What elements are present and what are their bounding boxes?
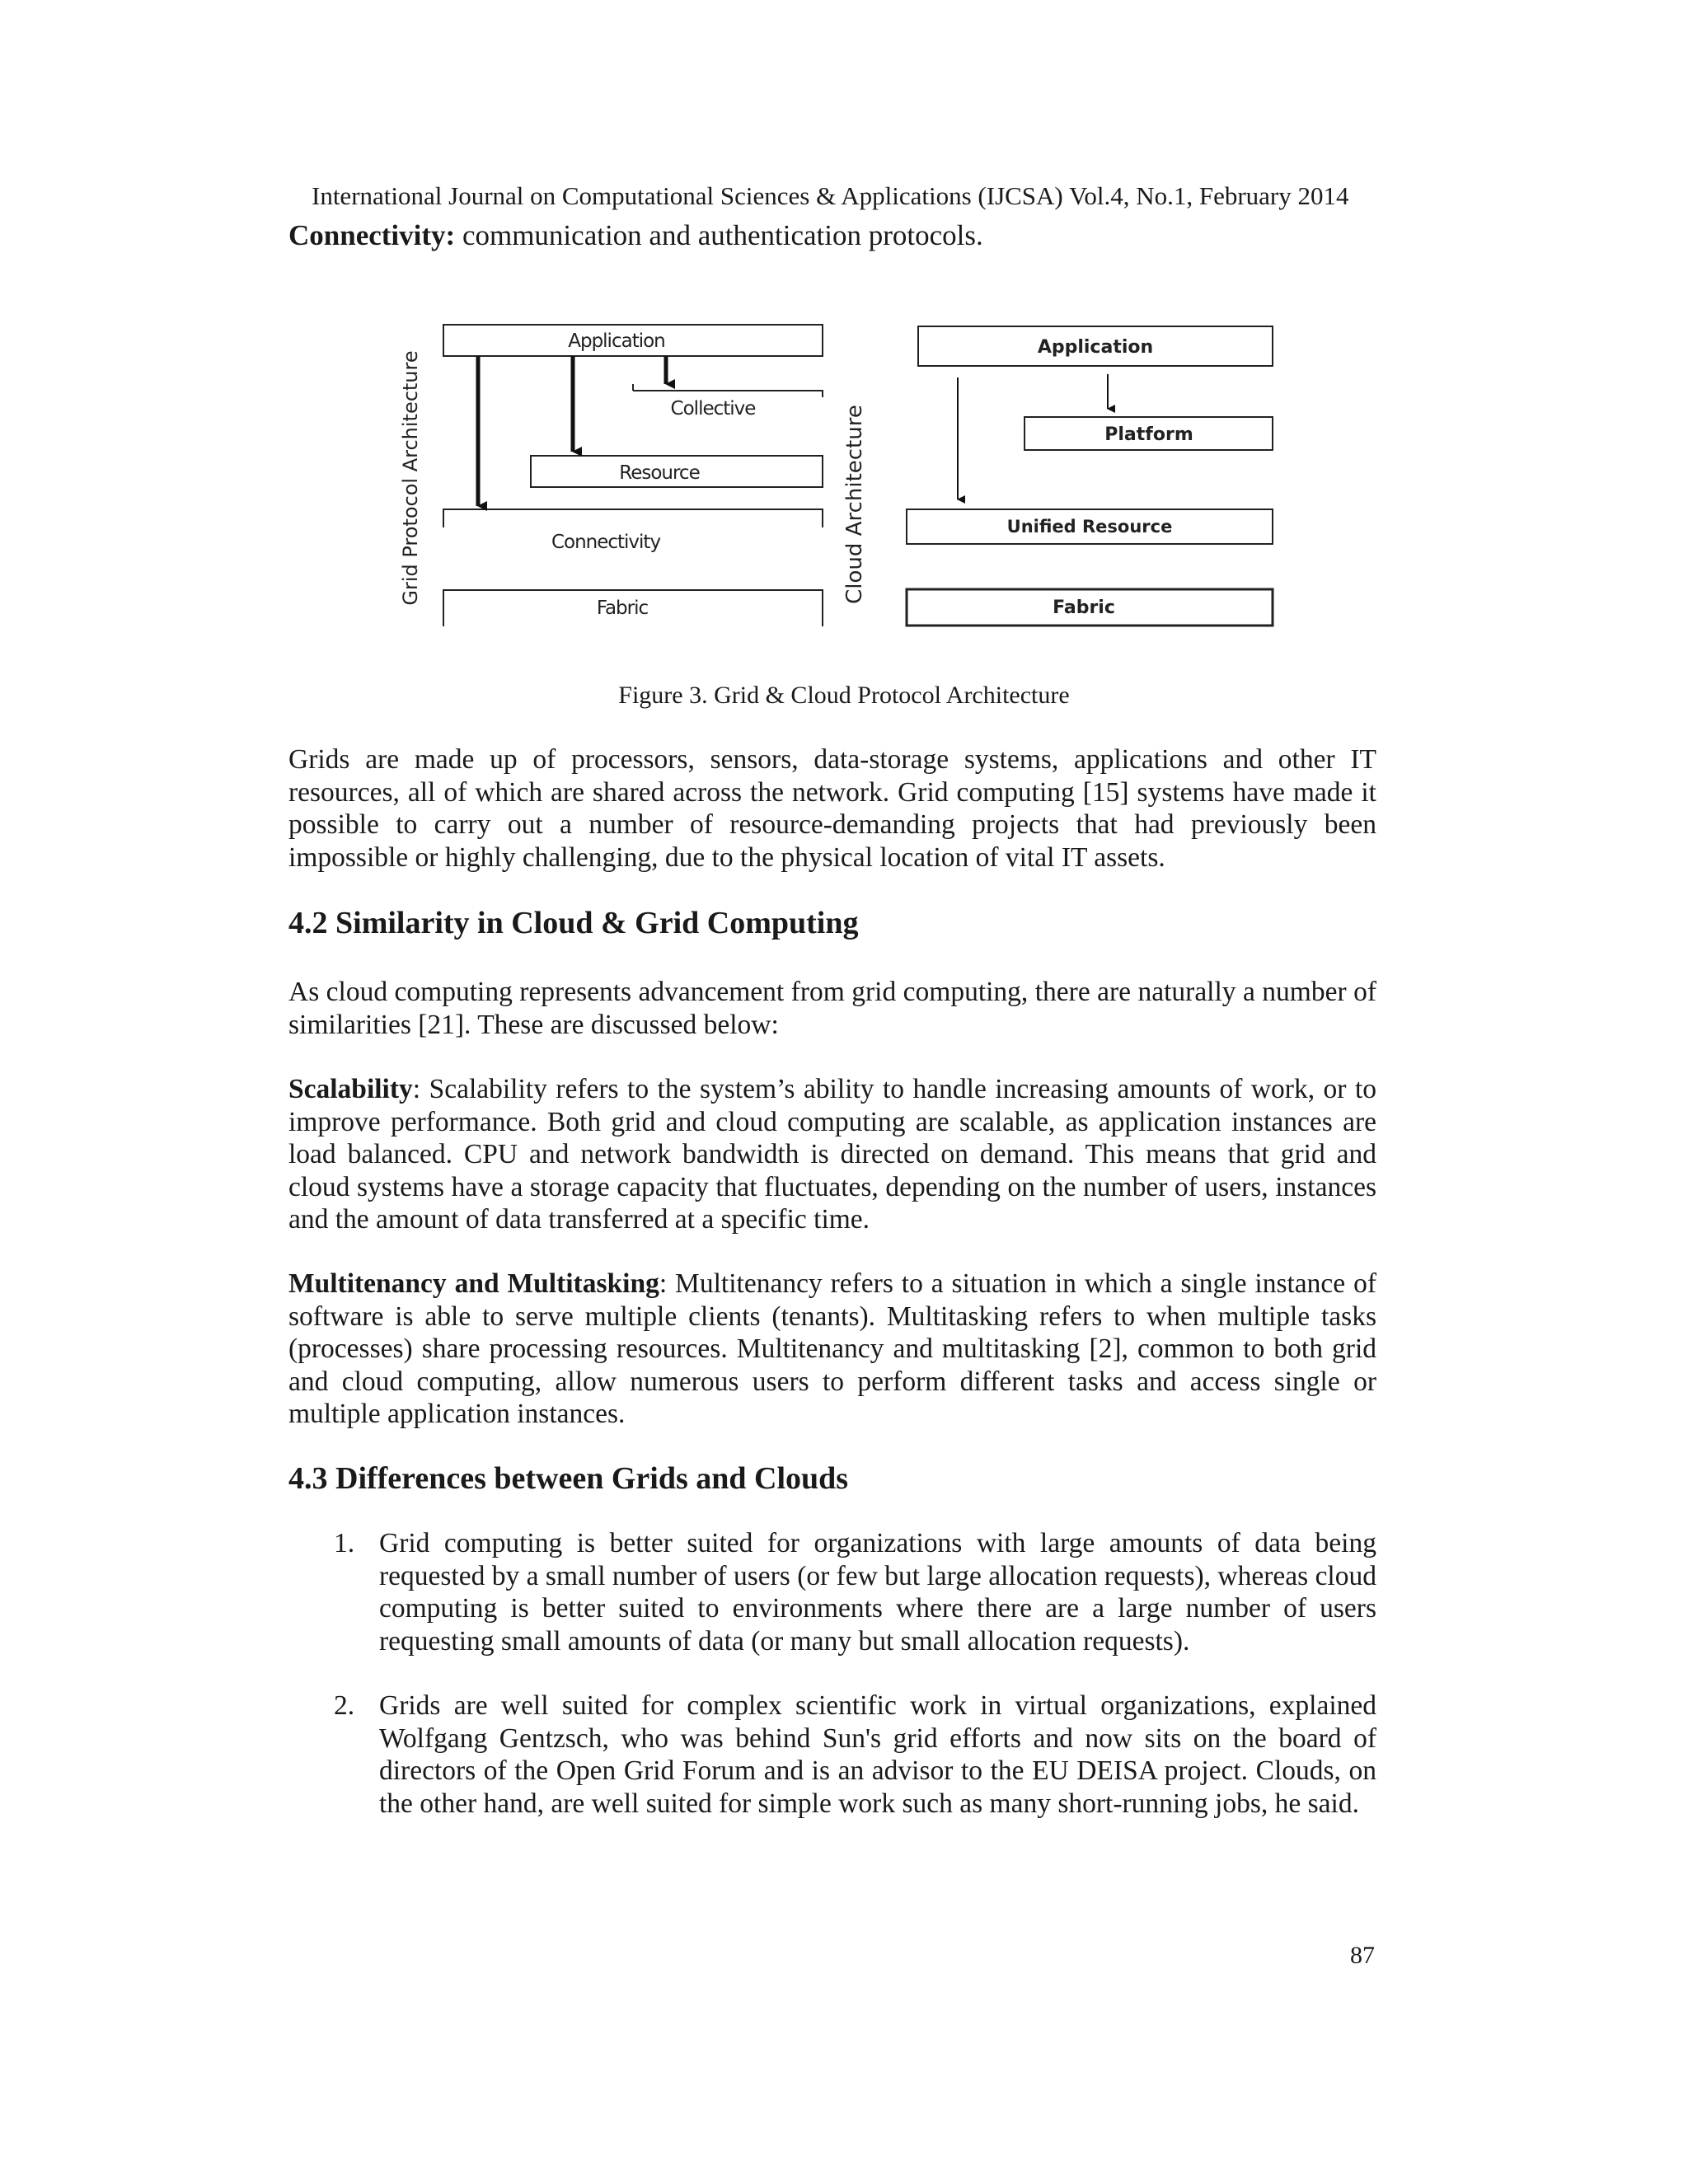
- grid-layer-collective: Collective: [670, 398, 756, 419]
- connectivity-line: [288, 219, 983, 252]
- cloud-axis-label: Cloud Architecture: [842, 405, 867, 604]
- grid-axis-label: Grid Protocol Architecture: [399, 350, 422, 606]
- scalability-text: : Scalability refers to the system’s ability to handle increasing amounts of work, or to improve performance. Both grid and cloud computing are scalable, as application instances are load balanced. CPU and network bandwidth is directed on demand. This means that grid and cloud systems have a storage capacity that fluctuates, depending on the number of users, instances and the amount of data transferred at a specific time.: [288, 1074, 1376, 1235]
- cloud-layer-application: Application: [1037, 337, 1154, 358]
- grid-layer-resource: Resource: [619, 462, 700, 484]
- list-item: Grid computing is better suited for organizations with large amounts of data being requested by a small number of users (or few but large allocation requests), whereas cloud computing is better suited to environments where there are a large number of users requesting small amounts of data (or many but small allocation requests).: [379, 1528, 1376, 1657]
- list-item: Grids are well suited for complex scientific work in virtual organizations, explained Wolfgang Gentzsch, who was behind Sun's grid efforts and now sits on the board of directors of the Open Grid Forum and is an advisor to the EU DEISA project. Clouds, on the other hand, are well suited for simple work such as many short-running jobs, he said.: [379, 1690, 1376, 1819]
- multitenancy-term: Multitenancy and Multitasking: [288, 1268, 659, 1299]
- list-item-number: 2.: [334, 1690, 355, 1721]
- running-header: International Journal on Computational Sciences & Applications (IJCSA) Vol.4, No.1, February 2014: [312, 181, 1349, 210]
- figure-caption: Figure 3. Grid & Cloud Protocol Architecture: [618, 682, 1070, 709]
- section-4-2-heading: 4.2 Similarity in Cloud & Grid Computing: [288, 906, 859, 940]
- grid-layer-connectivity: Connectivity: [551, 532, 661, 553]
- grid-layer-connectivity-box: [443, 509, 823, 527]
- connectivity-text: communication and authentication protocols.: [455, 219, 983, 251]
- cloud-layer-platform: Platform: [1104, 424, 1193, 445]
- paragraph-similarity-intro: As cloud computing represents advancement from grid computing, there are naturally a number of similarities [21]. These are discussed below:: [288, 977, 1376, 1040]
- architecture-diagram: [387, 305, 1294, 651]
- grid-layer-collective-box: [633, 384, 823, 397]
- section-4-3-heading: 4.3 Differences between Grids and Clouds: [288, 1461, 849, 1496]
- page-number: 87: [1350, 1942, 1375, 1969]
- architecture-figure: [387, 305, 1294, 651]
- cloud-layer-unified-resource: Unified Resource: [1006, 517, 1173, 537]
- multitenancy-text: : Multitenancy refers to a situation in which a single instance of software is able to serve multiple clients (tenants). Multitasking refers to when multiple tasks (processes) share processing resources. Multitenancy and multitasking [2], common to both grid and cloud computing, allow numerous users to perform different tasks and access single or multiple application instances.: [288, 1268, 1376, 1429]
- grid-layer-application: Application: [568, 330, 665, 352]
- cloud-layer-fabric: Fabric: [1053, 598, 1115, 618]
- cloud-architecture: [842, 326, 1273, 626]
- paragraph-grids: Grids are made up of processors, sensors, data-storage systems, applications and other IT resources, all of which are shared across the network. Grid computing [15] systems have made it possible to carry out a number of resource-demanding projects that had previously been impossible or highly challenging, due to the physical location of vital IT assets.: [288, 744, 1376, 873]
- scalability-term: Scalability: [288, 1074, 413, 1104]
- grid-layer-fabric: Fabric: [596, 598, 649, 619]
- connectivity-term: Connectivity:: [288, 219, 456, 251]
- list-item-number: 1.: [334, 1528, 355, 1558]
- grid-architecture: [399, 325, 823, 626]
- paragraph-scalability: [288, 1073, 1376, 1236]
- paragraph-multitenancy: [288, 1268, 1376, 1431]
